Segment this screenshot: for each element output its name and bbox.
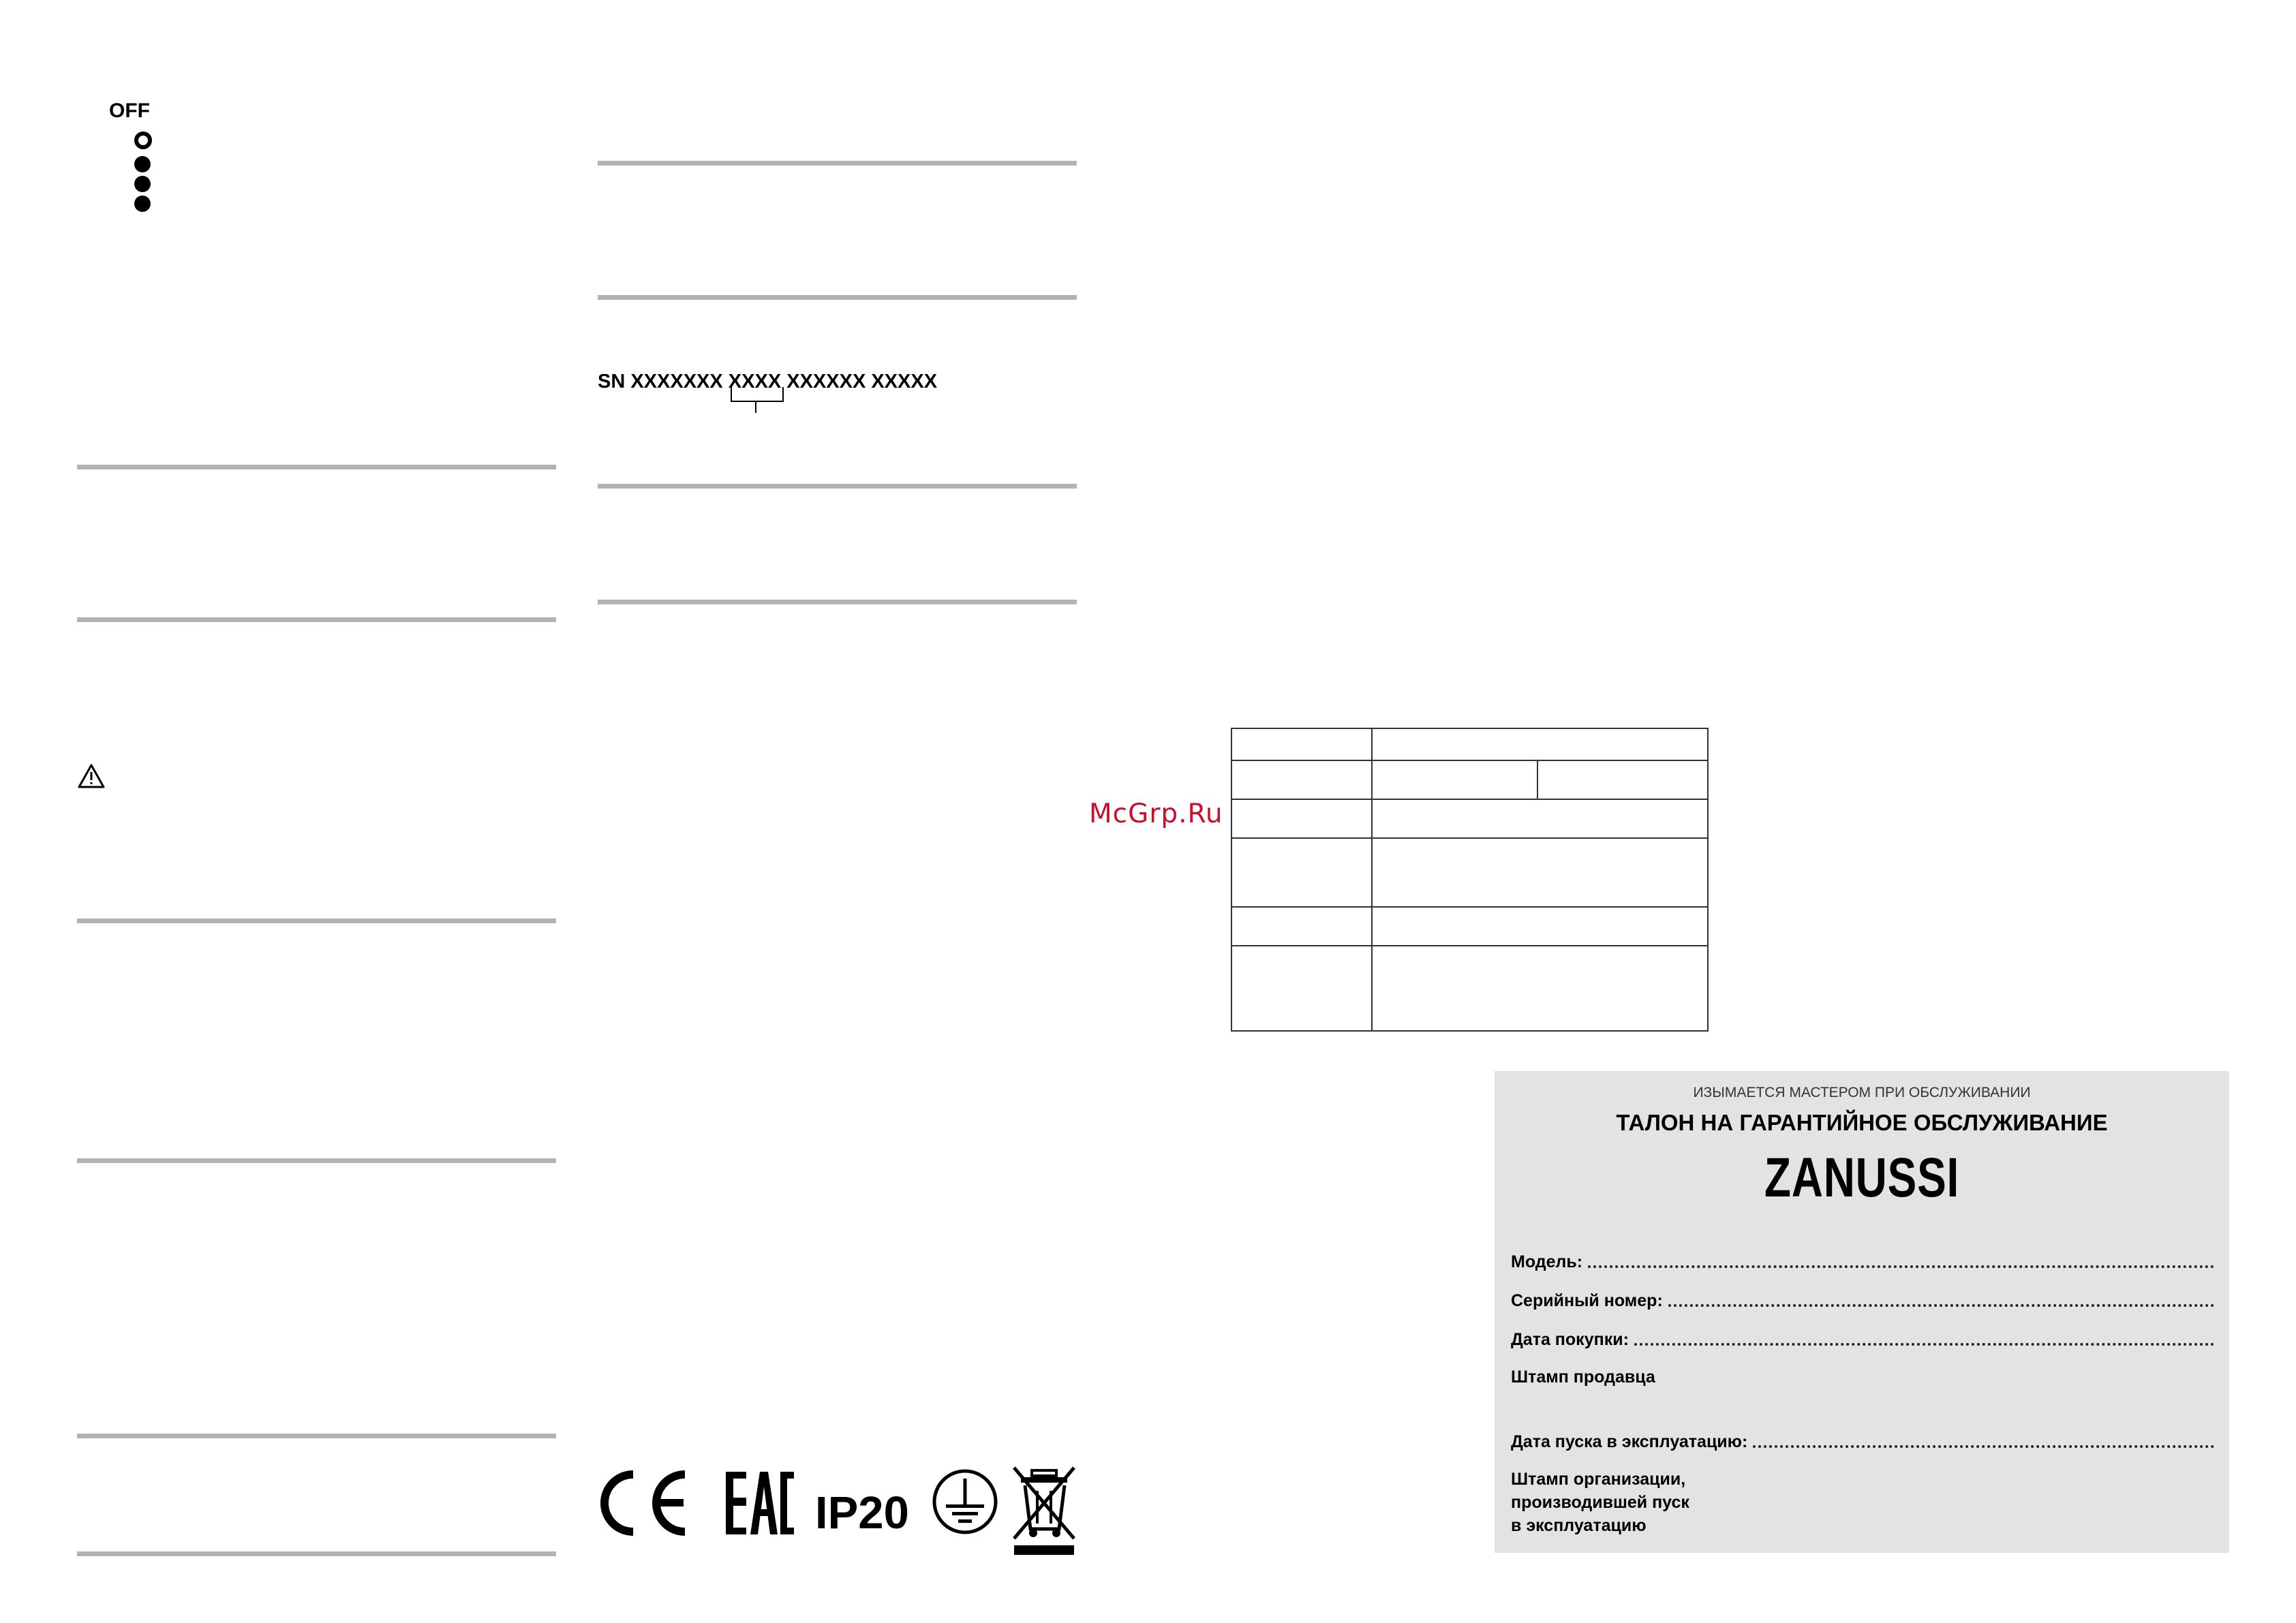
- purchase-date-field: [1511, 1330, 2214, 1350]
- purchase-date-label: Дата покупки:: [1511, 1330, 1629, 1349]
- coupon-top-note: ИЗЫМАЕТСЯ МАСТЕРОМ ПРИ ОБСЛУЖИВАНИИ: [1693, 1085, 2031, 1100]
- table-cell: [1372, 760, 1537, 799]
- ground-symbol-icon: [931, 1468, 999, 1536]
- section-divider: [77, 1158, 556, 1163]
- warning-triangle-icon: [77, 763, 106, 789]
- eac-mark-icon: [726, 1472, 794, 1534]
- indicator-level-1-dot-icon: [134, 156, 151, 172]
- ip-rating: IP20: [815, 1487, 909, 1539]
- brand-logo: ZANUSSI: [1764, 1147, 1960, 1209]
- table-cell: [1372, 728, 1708, 760]
- commissioning-date-field: [1511, 1432, 2214, 1452]
- section-divider: [77, 1434, 556, 1438]
- dotted-line: [1588, 1265, 2214, 1268]
- serial-label: Серийный номер:: [1511, 1291, 1663, 1310]
- info-table: [1231, 728, 1709, 1032]
- warranty-coupon: [1495, 1071, 2229, 1553]
- watermark: McGrp.Ru: [1089, 799, 1223, 829]
- org-stamp-line: производившей пуск: [1511, 1493, 1689, 1512]
- table-cell: [1537, 760, 1708, 799]
- table-cell: [1231, 799, 1372, 838]
- coupon-title: ТАЛОН НА ГАРАНТИЙНОЕ ОБСЛУЖИВАНИЕ: [1616, 1110, 2108, 1135]
- org-stamp-line: Штамп организации,: [1511, 1470, 1686, 1489]
- table-cell: [1231, 760, 1372, 799]
- section-divider: [77, 617, 556, 622]
- table-cell: [1372, 907, 1708, 946]
- table-cell: [1231, 838, 1372, 907]
- dotted-line: [1668, 1304, 2214, 1307]
- section-divider: [598, 484, 1077, 489]
- indicator-level-3-dot-icon: [134, 196, 151, 212]
- indicator-level-2-dot-icon: [134, 176, 151, 192]
- model-label: Модель:: [1511, 1252, 1583, 1271]
- indicator-off-dot-icon: [134, 132, 152, 149]
- weee-crossed-bin-icon: [1011, 1465, 1077, 1556]
- org-stamp-label: [1511, 1468, 1689, 1537]
- section-divider: [598, 161, 1077, 166]
- table-cell: [1231, 728, 1372, 760]
- section-divider: [77, 1551, 556, 1556]
- model-field: [1511, 1252, 2214, 1272]
- table-cell: [1231, 946, 1372, 1031]
- commissioning-date-label: Дата пуска в эксплуатацию:: [1511, 1432, 1748, 1451]
- off-label: OFF: [109, 99, 150, 122]
- serial-field: [1511, 1291, 2214, 1311]
- dotted-line: [1634, 1343, 2214, 1346]
- serial-bracket-pointer: [755, 401, 756, 413]
- serial-number-format: SN XXXXXXX XXXX XXXXXX XXXXX: [598, 371, 938, 392]
- table-cell: [1372, 799, 1708, 838]
- serial-bracket: [731, 387, 784, 402]
- dotted-line: [1753, 1445, 2214, 1448]
- table-cell: [1231, 907, 1372, 946]
- org-stamp-line: в эксплуатацию: [1511, 1516, 1647, 1535]
- section-divider: [77, 465, 556, 469]
- section-divider: [77, 918, 556, 923]
- table-cell: [1372, 838, 1708, 907]
- table-cell: [1372, 946, 1708, 1031]
- seller-stamp-label: Штамп продавца: [1511, 1367, 1655, 1387]
- section-divider: [598, 600, 1077, 604]
- section-divider: [598, 295, 1077, 300]
- ce-mark-icon: [598, 1469, 693, 1537]
